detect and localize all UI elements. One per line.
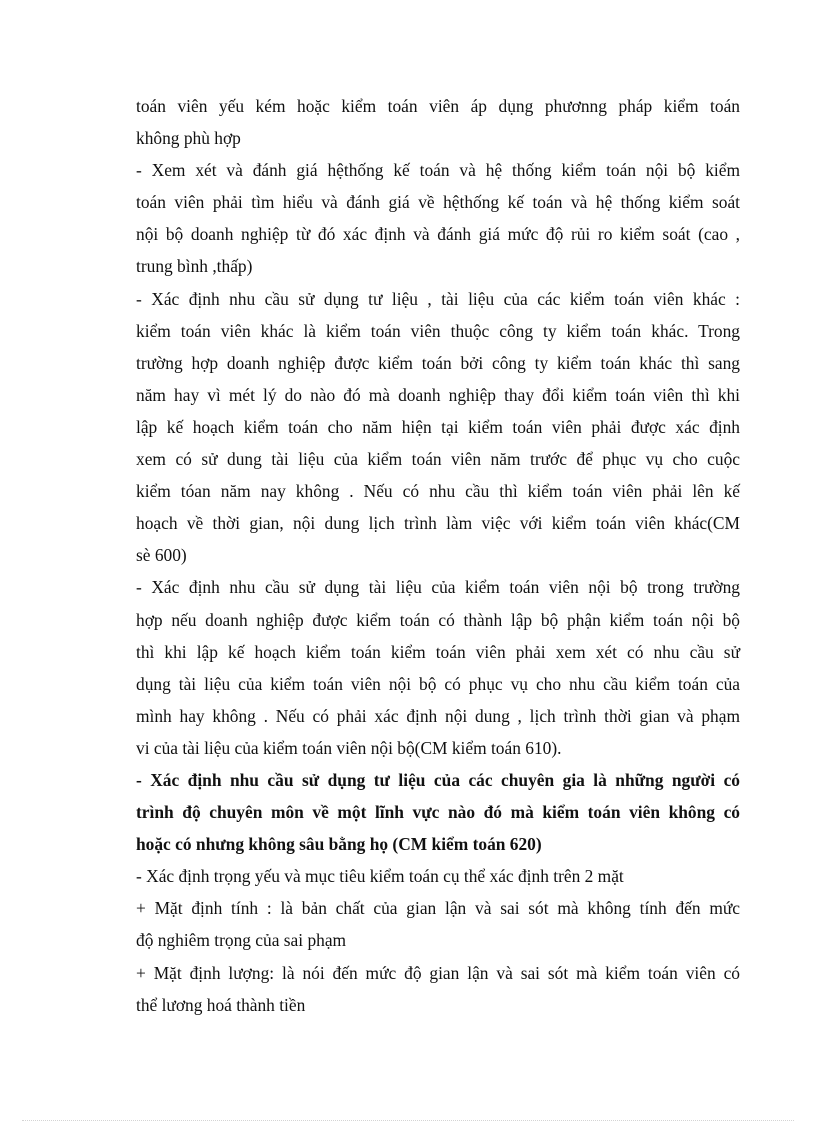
page-bottom-divider [22, 1120, 794, 1121]
text-line: năm hay vì mét lý do nào đó mà doanh nghiệp thay đổi kiểm toán viên thì khi [136, 384, 740, 405]
text-line: - Xác định trọng yếu và mục tiêu kiểm toán cụ thể xác định trên 2 mặt [136, 866, 624, 887]
text-line-bold: hoặc có nhưng không sâu bằng họ (CM kiểm toán 620) [136, 834, 542, 855]
text-line: - Xác định nhu cầu sử dụng tài liệu của kiểm toán viên nội bộ trong trường [136, 577, 740, 598]
text-line: lập kế hoạch kiểm toán cho năm hiện tại kiểm toán viên phải được xác định [136, 416, 740, 437]
text-line: kiểm toán viên khác là kiểm toán viên thuộc công ty kiểm toán khác. Trong [136, 320, 740, 341]
text-line: mình hay không . Nếu có phải xác định nội dung , lịch trình thời gian và phạm [136, 705, 740, 726]
text-line: không phù hợp [136, 128, 241, 149]
text-line: trung bình ,thấp) [136, 256, 253, 277]
text-line: dụng tài liệu của kiểm toán viên nội bộ có phục vụ cho nhu cầu kiểm toán của [136, 673, 740, 694]
text-line: toán viên yếu kém hoặc kiểm toán viên áp dụng phươnng pháp kiểm toán [136, 96, 740, 116]
text-line: sè 600) [136, 545, 187, 566]
body-text [136, 90, 740, 1021]
text-line: + Mặt định tính : là bản chất của gian lận và sai sót mà không tính đến mức [136, 898, 740, 919]
text-line: kiểm tóan năm nay không . Nếu có nhu cầu thì kiểm toán viên phải lên kế [136, 481, 740, 502]
text-line: hợp nếu doanh nghiệp được kiểm toán có thành lập bộ phận kiểm toán nội bộ [136, 609, 740, 630]
text-line: thể lương hoá thành tiền [136, 994, 306, 1015]
text-line: toán viên phải tìm hiểu và đánh giá về hệthống kế toán và hệ thống kiểm soát [136, 192, 740, 213]
text-line: trường hợp doanh nghiệp được kiểm toán bởi công ty kiểm toán khác thì sang [136, 352, 740, 373]
text-line: xem có sử dung tài liệu của kiểm toán viên năm trước để phục vụ cho cuộc [136, 449, 740, 470]
text-line: - Xem xét và đánh giá hệthống kế toán và hệ thống kiểm toán nội bộ kiểm [136, 160, 740, 181]
text-line: thì khi lập kế hoạch kiểm toán kiểm toán viên phải xem xét có nhu cầu sử [136, 641, 740, 662]
text-line: + Mặt định lượng: là nói đến mức độ gian lận và sai sót mà kiểm toán viên có [136, 962, 740, 983]
text-line: nội bộ doanh nghiệp từ đó xác định và đánh giá mức độ rủi ro kiểm soát (cao , [136, 224, 740, 245]
text-line: - Xác định nhu cầu sử dụng tư liệu , tài liệu của các kiểm toán viên khác : [136, 288, 740, 309]
text-line: độ nghiêm trọng của sai phạm [136, 930, 347, 951]
text-line-bold: - Xác định nhu cầu sử dụng tư liệu của các chuyên gia là những người có [136, 769, 740, 790]
text-line: vi của tài liệu của kiểm toán viên nội bộ(CM kiểm toán 610). [136, 737, 562, 758]
text-line: hoạch về thời gian, nội dung lịch trình làm việc với kiểm toán viên khác(CM [136, 513, 740, 534]
text-line-bold: trình độ chuyên môn về một lĩnh vực nào đó mà kiểm toán viên không có [136, 802, 740, 823]
